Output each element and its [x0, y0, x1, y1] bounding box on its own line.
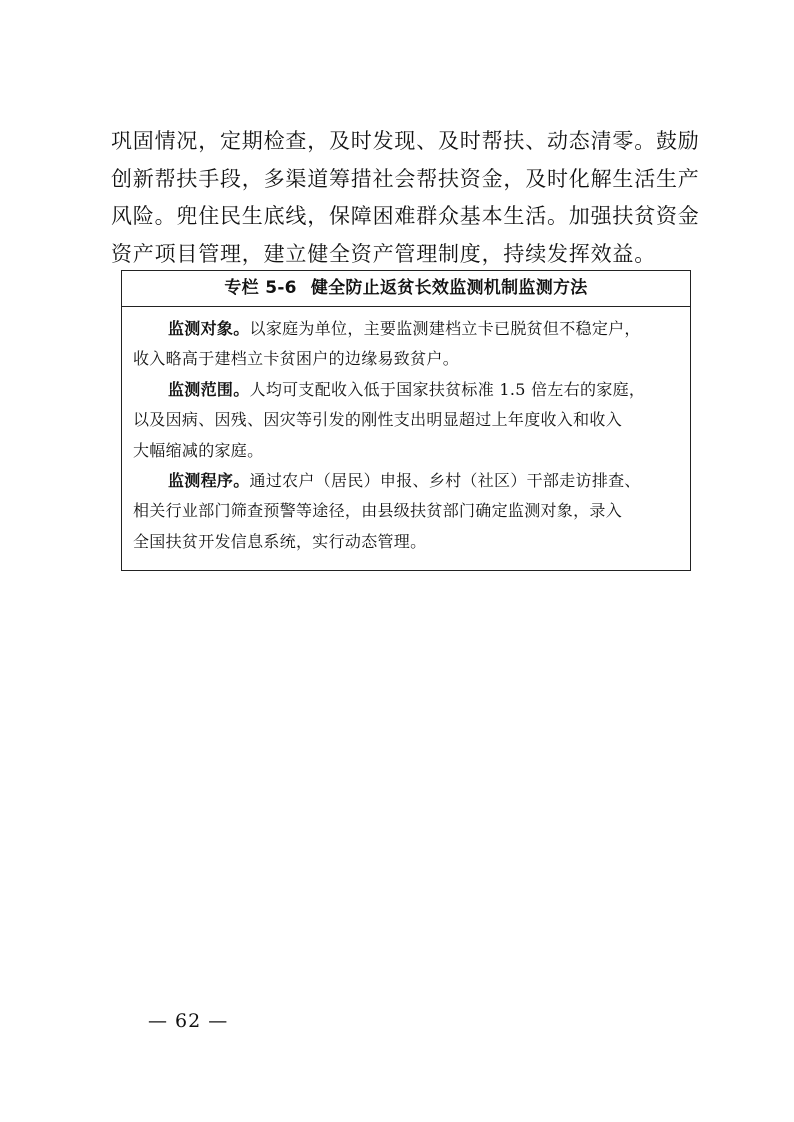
item-line: 以及因病、因残、因灾等引发的刚性支出明显超过上年度收入和收入: [133, 410, 623, 430]
item-lead: 监测程序。: [168, 471, 250, 491]
item-text: 人均可支配收入低于国家扶贫标准 1.5 倍左右的家庭，: [249, 379, 646, 399]
item-first-line: [133, 314, 682, 344]
column-item-monitoring-procedure: [133, 466, 682, 557]
column-item-monitoring-scope: [133, 375, 682, 466]
column-item-monitoring-target: [133, 314, 682, 375]
item-text: 以家庭为单位，主要监测建档立卡已脱贫但不稳定户，: [249, 319, 641, 338]
item-line: 收入略高于建档立卡贫困户的边缘易致贫户。: [133, 349, 460, 369]
item-lead: 监测范围。: [168, 379, 250, 399]
item-first-line: [133, 466, 682, 496]
special-column-box: [121, 270, 691, 571]
page-number: — 62 —: [148, 1010, 229, 1032]
item-line: 大幅缩减的家庭。: [133, 440, 264, 460]
column-body: [122, 307, 690, 557]
item-line: 相关行业部门筛查预警等途径，由县级扶贫部门确定监测对象，录入: [133, 501, 623, 521]
column-header: [122, 271, 690, 307]
body-line: 巩固情况，定期检查，及时发现、及时帮扶、动态清零。鼓励: [111, 129, 700, 153]
item-lead: 监测对象。: [168, 319, 250, 338]
item-text: 通过农户（居民）申报、乡村（社区）干部走访排查、: [249, 471, 641, 491]
body-paragraph: [111, 123, 701, 273]
item-first-line: [133, 375, 682, 405]
body-line: 资产项目管理，建立健全资产管理制度，持续发挥效益。: [111, 241, 656, 266]
column-number: 专栏 5-6: [224, 278, 297, 298]
body-line: 创新帮扶手段，多渠道筹措社会帮扶资金，及时化解生活生产: [111, 166, 700, 191]
item-line: 全国扶贫开发信息系统，实行动态管理。: [133, 531, 427, 551]
body-line: 风险。兜住民生底线，保障困难群众基本生活。加强扶贫资金: [111, 204, 700, 229]
column-title: 健全防止返贫长效监测机制监测方法: [310, 278, 588, 298]
